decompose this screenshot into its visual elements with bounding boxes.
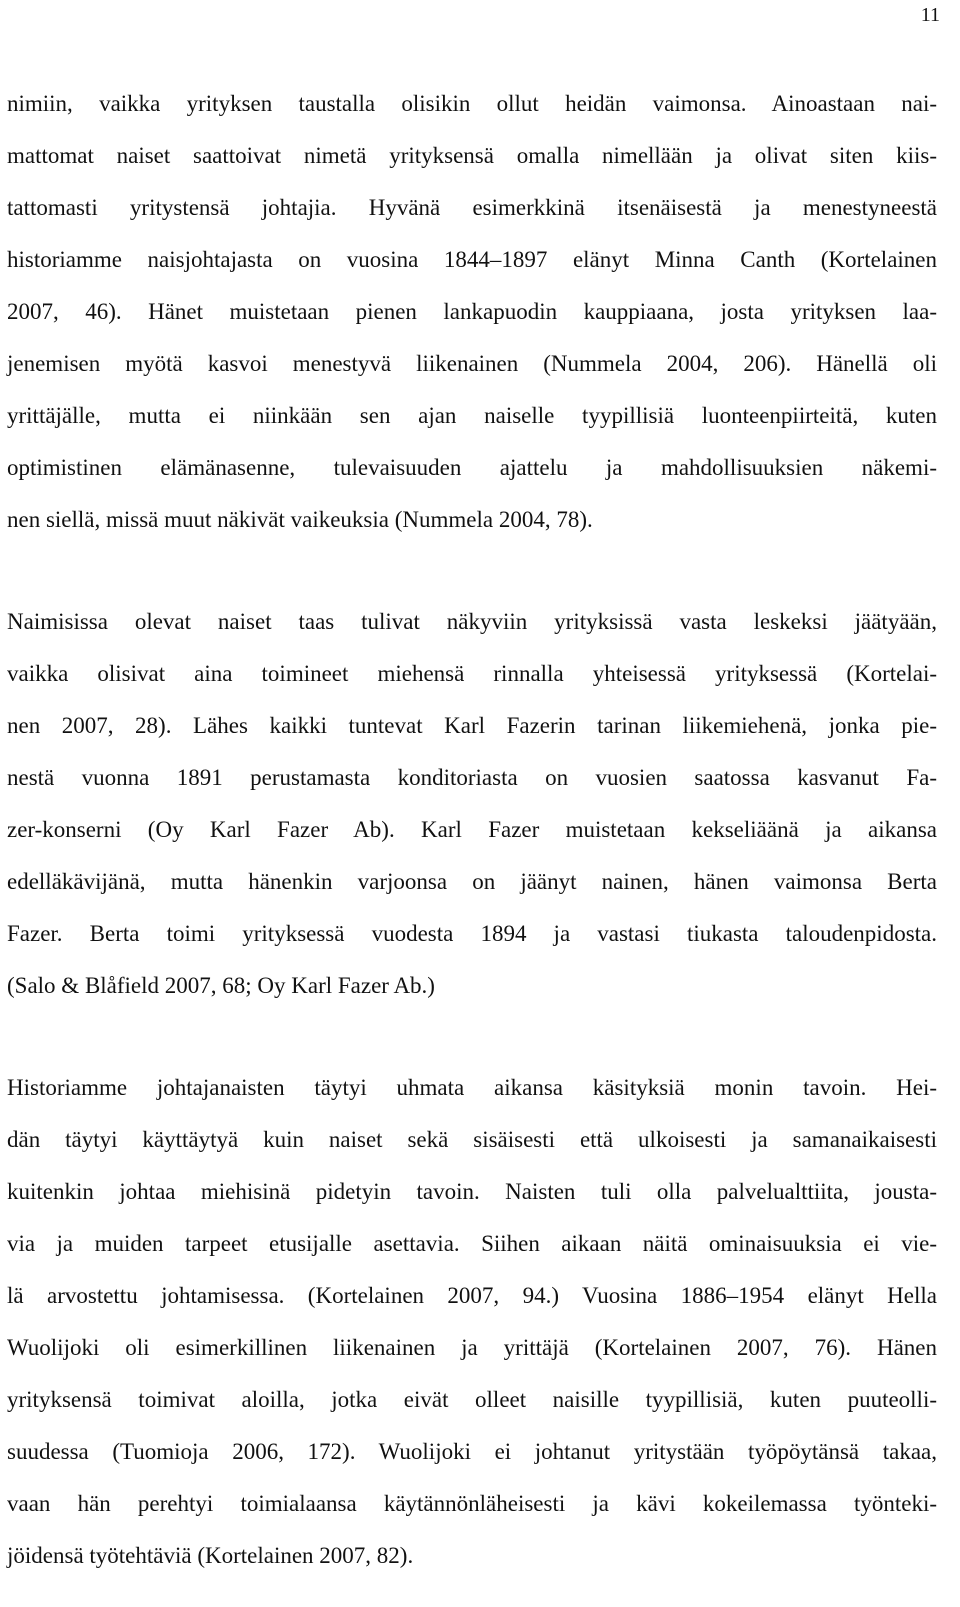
text-line: lä arvostettu johtamisessa. (Kortelainen 2007, 94.) Vuosina 1886–1954 elänyt Hella: [7, 1283, 937, 1308]
text-line: Naimisissa olevat naiset taas tulivat näkyviin yrityksissä vasta leskeksi jäätyään,: [7, 609, 937, 634]
text-line: jöidensä työtehtäviä (Kortelainen 2007, 82).: [7, 1543, 414, 1568]
text-line: mattomat naiset saattoivat nimetä yrityksensä omalla nimellään ja olivat siten kiis-: [7, 143, 937, 168]
text-line: Fazer. Berta toimi yrityksessä vuodesta 1894 ja vastasi tiukasta taloudenpidosta.: [7, 921, 937, 946]
text-line: vaan hän perehtyi toimialaansa käytännönläheisesti ja kävi kokeilemassa työnteki-: [7, 1491, 937, 1516]
text-line: jenemisen myötä kasvoi menestyvä liikenainen (Nummela 2004, 206). Hänellä oli: [7, 351, 937, 376]
paragraph-3: [7, 1062, 937, 1582]
text-line: zer-konserni (Oy Karl Fazer Ab). Karl Fazer muistetaan kekseliäänä ja aikansa: [7, 817, 937, 842]
text-line: (Salo & Blåfield 2007, 68; Oy Karl Fazer Ab.): [7, 973, 435, 998]
text-line: nen 2007, 28). Lähes kaikki tuntevat Karl Fazerin tarinan liikemiehenä, jonka pie-: [7, 713, 937, 738]
text-line: yrittäjälle, mutta ei niinkään sen ajan naiselle tyypillisiä luonteenpiirteitä, kuten: [7, 403, 937, 428]
text-line: optimistinen elämänasenne, tulevaisuuden ajattelu ja mahdollisuuksien näkemi-: [7, 455, 937, 480]
text-line: 2007, 46). Hänet muistetaan pienen lankapuodin kauppiaana, josta yrityksen laa-: [7, 299, 937, 324]
text-line: historiamme naisjohtajasta on vuosina 1844–1897 elänyt Minna Canth (Kortelainen: [7, 247, 937, 272]
text-line: edelläkävijänä, mutta hänenkin varjoonsa on jäänyt nainen, hänen vaimonsa Berta: [7, 869, 937, 894]
text-line: nimiin, vaikka yrityksen taustalla olisikin ollut heidän vaimonsa. Ainoastaan nai-: [7, 91, 937, 116]
text-line: kuitenkin johtaa miehisinä pidetyin tavoin. Naisten tuli olla palvelualttiita, jousta-: [7, 1179, 937, 1204]
paragraph-2: [7, 596, 937, 1012]
text-line: Historiamme johtajanaisten täytyi uhmata aikansa käsityksiä monin tavoin. Hei-: [7, 1075, 937, 1100]
text-line: tattomasti yritystensä johtajia. Hyvänä esimerkkinä itsenäisestä ja menestyneestä: [7, 195, 937, 220]
text-line: vaikka olisivat aina toimineet miehensä rinnalla yhteisessä yrityksessä (Kortelai-: [7, 661, 937, 686]
paragraph-1: [7, 78, 937, 546]
page-number: 11: [920, 4, 940, 26]
text-line: nen siellä, missä muut näkivät vaikeuksia (Nummela 2004, 78).: [7, 507, 593, 532]
text-line: via ja muiden tarpeet etusijalle asettavia. Siihen aikaan näitä ominaisuuksia ei vie-: [7, 1231, 937, 1256]
text-line: nestä vuonna 1891 perustamasta konditoriasta on vuosien saatossa kasvanut Fa-: [7, 765, 937, 790]
text-line: dän täytyi käyttäytyä kuin naiset sekä sisäisesti että ulkoisesti ja samanaikaisesti: [7, 1127, 937, 1152]
text-line: yrityksensä toimivat aloilla, jotka eivät olleet naisille tyypillisiä, kuten puuteolli-: [7, 1387, 937, 1412]
text-line: suudessa (Tuomioja 2006, 172). Wuolijoki ei johtanut yritystään työpöytänsä takaa,: [7, 1439, 937, 1464]
text-line: Wuolijoki oli esimerkillinen liikenainen ja yrittäjä (Kortelainen 2007, 76). Hänen: [7, 1335, 937, 1360]
